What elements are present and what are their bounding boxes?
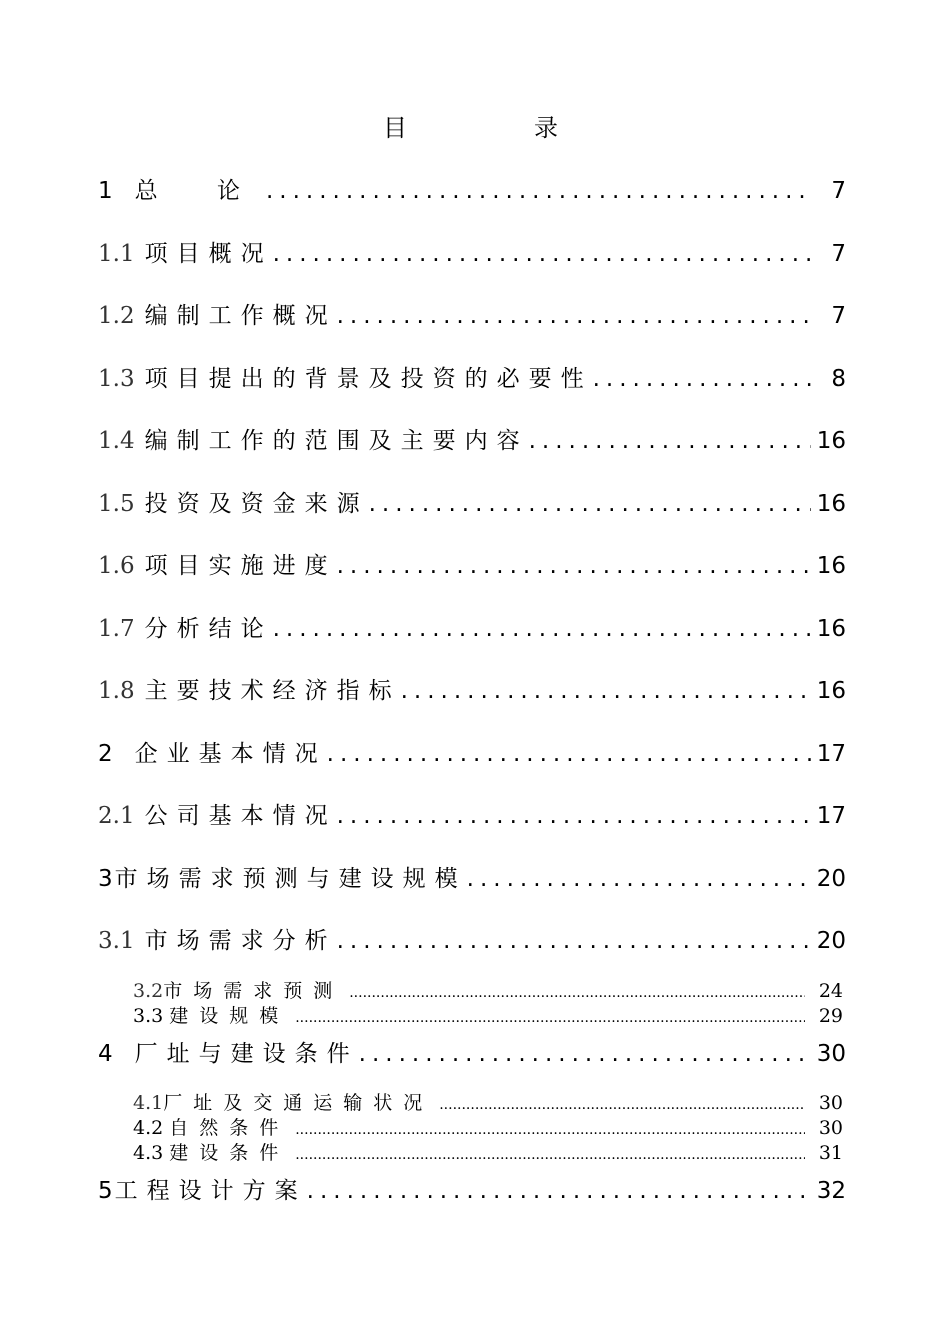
toc-leader-dots <box>529 428 811 454</box>
toc-title-right-char: 录 <box>534 114 558 142</box>
toc-entry-4-2[interactable] <box>133 1113 843 1137</box>
toc-leader-dots <box>266 178 812 204</box>
toc-entry-label: 市场需求预测与建设规模 <box>114 866 467 892</box>
toc-leader-dots <box>349 985 805 1001</box>
toc-entry-number: 2 <box>98 741 113 767</box>
toc-entry-page: 17 <box>816 741 846 767</box>
toc-entry-page: 7 <box>831 241 846 267</box>
toc-entry-2[interactable] <box>98 735 846 767</box>
toc-entry-1-6[interactable] <box>98 547 846 579</box>
toc-entry-label: 厂址与建设条件 <box>134 1041 359 1067</box>
toc-entry-label: 项目概况 <box>144 241 273 267</box>
toc-entry-label: 建设规模 <box>169 1005 290 1027</box>
toc-entry-label: 编制工作概况 <box>144 303 337 329</box>
toc-entry-label: 分析结论 <box>144 616 273 642</box>
toc-entry-1[interactable] <box>98 172 846 204</box>
toc-entry-label: 自然条件 <box>169 1117 290 1139</box>
toc-entry-number: 1.5 <box>98 491 135 517</box>
toc-entry-page: 30 <box>816 1041 846 1067</box>
toc-entry-label: 公司基本情况 <box>144 803 337 829</box>
toc-entry-page: 24 <box>818 980 843 1002</box>
toc-entry-page: 8 <box>831 366 846 392</box>
toc-entry-number: 4.1 <box>133 1092 164 1114</box>
toc-entry-page: 20 <box>816 866 846 892</box>
toc-entry-number: 3.2 <box>133 980 164 1002</box>
toc-entry-number: 3.3 <box>133 1005 164 1027</box>
toc-entry-page: 16 <box>816 616 846 642</box>
toc-entry-label: 市场需求分析 <box>144 928 337 954</box>
toc-leader-dots <box>401 678 811 704</box>
toc-entry-2-1[interactable] <box>98 797 846 829</box>
toc-entry-page: 16 <box>816 678 846 704</box>
toc-entry-3-3[interactable] <box>133 1001 843 1025</box>
toc-entry-page: 16 <box>816 553 846 579</box>
toc-leader-dots <box>593 366 812 392</box>
toc-leader-dots <box>273 241 812 267</box>
toc-entry-label: 企业基本情况 <box>134 741 327 767</box>
toc-entry-label: 工程设计方案 <box>114 1178 307 1204</box>
toc-entry-page: 32 <box>816 1178 846 1204</box>
toc-entry-1-2[interactable] <box>98 297 846 329</box>
toc-entry-page: 17 <box>816 803 846 829</box>
toc-leader-dots <box>467 866 811 892</box>
toc-entry-number: 5 <box>98 1178 113 1204</box>
toc-leader-dots <box>273 616 811 642</box>
toc-entry-label: 厂址及交通运输状况 <box>163 1092 434 1114</box>
toc-leader-dots <box>337 928 811 954</box>
toc-entry-3[interactable] <box>98 860 846 892</box>
toc-entry-1-8[interactable] <box>98 672 846 704</box>
toc-entry-1-7[interactable] <box>98 610 846 642</box>
toc-entry-page: 16 <box>816 491 846 517</box>
toc-entry-label: 建设条件 <box>169 1142 290 1164</box>
toc-entry-number: 4.2 <box>133 1117 164 1139</box>
toc-entry-page: 7 <box>831 178 846 204</box>
toc-entry-page: 7 <box>831 303 846 329</box>
toc-entry-4-3[interactable] <box>133 1138 843 1162</box>
toc-entry-page: 30 <box>818 1117 843 1139</box>
toc-entry-number: 4.3 <box>133 1142 164 1164</box>
toc-entry-number: 1.1 <box>98 241 135 267</box>
toc-leader-dots <box>337 803 811 829</box>
toc-leader-dots <box>337 303 812 329</box>
toc-entry-page: 30 <box>818 1092 843 1114</box>
toc-entry-number: 1.6 <box>98 553 135 579</box>
toc-entry-label: 总 论 <box>134 178 266 204</box>
toc-entry-label: 项目提出的背景及投资的必要性 <box>144 366 593 392</box>
toc-entry-number: 2.1 <box>98 803 135 829</box>
toc-entry-4[interactable] <box>98 1035 846 1067</box>
toc-leader-dots <box>439 1097 805 1113</box>
toc-entry-label: 项目实施进度 <box>144 553 337 579</box>
toc-entry-1-5[interactable] <box>98 485 846 517</box>
toc-entry-1-1[interactable] <box>98 235 846 267</box>
toc-entry-page: 31 <box>818 1142 843 1164</box>
toc-entry-1-4[interactable] <box>98 422 846 454</box>
toc-entry-number: 3.1 <box>98 928 135 954</box>
toc-leader-dots <box>337 553 811 579</box>
toc-entry-page: 20 <box>816 928 846 954</box>
toc-leader-dots <box>295 1122 805 1138</box>
toc-entry-number: 3 <box>98 866 113 892</box>
toc-entry-number: 1.3 <box>98 366 135 392</box>
toc-entry-number: 1.7 <box>98 616 135 642</box>
toc-entry-page: 29 <box>818 1005 843 1027</box>
toc-leader-dots <box>295 1010 805 1026</box>
toc-entry-number: 1.4 <box>98 428 135 454</box>
toc-entry-3-1[interactable] <box>98 922 846 954</box>
toc-entry-label: 投资及资金来源 <box>144 491 369 517</box>
toc-leader-dots <box>307 1178 811 1204</box>
toc-entry-number: 4 <box>98 1041 113 1067</box>
toc-title-left-char: 目 <box>383 114 407 142</box>
toc-leader-dots <box>327 741 811 767</box>
toc-entry-number: 1.8 <box>98 678 135 704</box>
toc-entry-5[interactable] <box>98 1172 846 1204</box>
toc-entry-4-1[interactable] <box>133 1088 843 1112</box>
toc-leader-dots <box>295 1147 805 1163</box>
toc-entry-label: 编制工作的范围及主要内容 <box>144 428 529 454</box>
toc-entry-page: 16 <box>816 428 846 454</box>
toc-entry-number: 1 <box>98 178 113 204</box>
toc-leader-dots <box>369 491 811 517</box>
toc-entry-number: 1.2 <box>98 303 135 329</box>
toc-entry-3-2[interactable] <box>133 976 843 1000</box>
toc-entry-label: 主要技术经济指标 <box>144 678 401 704</box>
toc-entry-1-3[interactable] <box>98 360 846 392</box>
toc-entry-label: 市场需求预测 <box>163 980 344 1002</box>
toc-leader-dots <box>359 1041 811 1067</box>
